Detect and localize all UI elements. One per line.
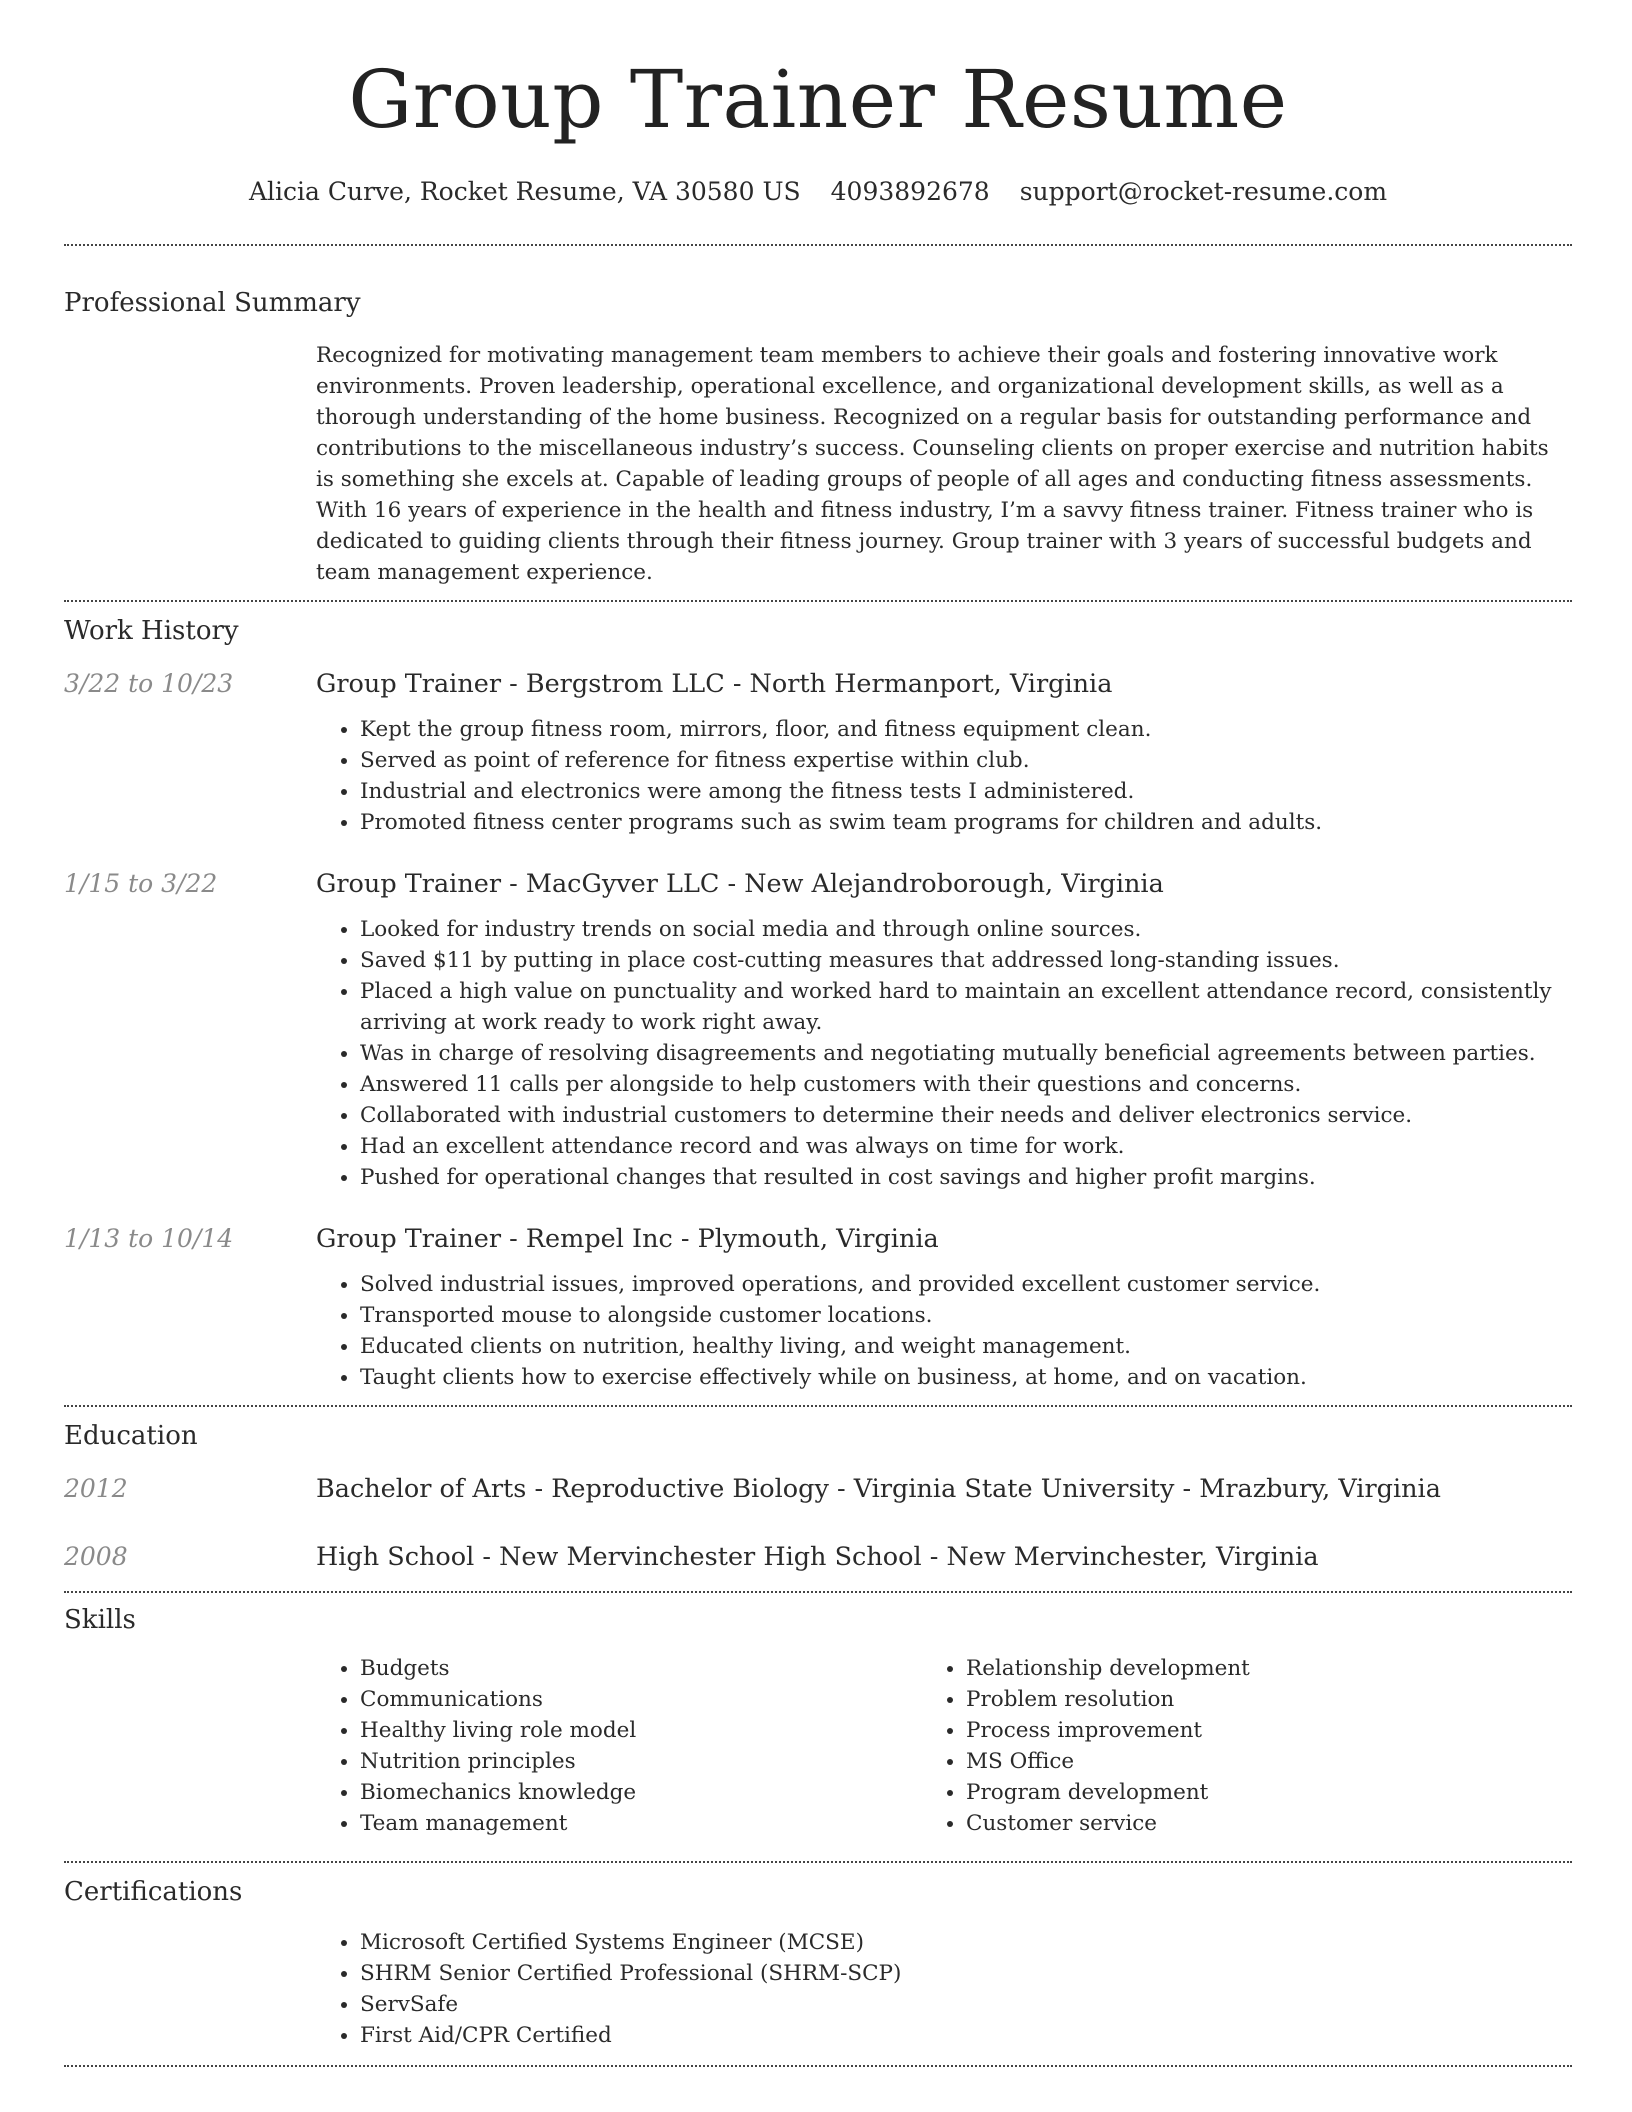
job-title: Group Trainer - Rempel Inc - Plymouth, Virginia	[316, 1224, 939, 1254]
education-text: High School - New Mervinchester High School - New Mervinchester, Virginia	[316, 1542, 1319, 1572]
education-heading: Education	[64, 1421, 198, 1451]
summary-text: Recognized for motivating management team members to achieve their goals and fostering innovative work environments. Proven leadership, operational excellence, and organizational development skills, as well as a thorough understanding of the home business. Recognized on a regular basis for outstanding performance and contributions to the miscellaneous industry’s success. Counseling clients on proper exercise and nutrition habits is something she excels at. Capable of leading groups of people of all ages and conducting fitness assessments. With 16 years of experience in the health and fitness industry, I’m a savvy fitness trainer. Fitness trainer who is dedicated to guiding clients through their fitness journey. Group trainer with 3 years of successful budgets and team management experience.	[316, 343, 1549, 585]
job-dates: 1/13 to 10/14	[64, 1224, 234, 1253]
job-bullets	[316, 914, 1572, 1193]
certifications-list	[316, 1927, 1572, 2051]
divider	[64, 600, 1572, 602]
education-year: 2008	[64, 1542, 128, 1571]
certifications-heading: Certifications	[64, 1877, 243, 1907]
skills-heading: Skills	[64, 1605, 136, 1635]
list-item: • Communications	[360, 1684, 966, 1715]
resume-title: Group Trainer Resume	[348, 53, 1288, 146]
list-item: • Problem resolution	[966, 1684, 1572, 1715]
contact-email[interactable]: support@rocket-resume.com	[1019, 177, 1388, 206]
divider	[64, 1405, 1572, 1407]
divider	[64, 1591, 1572, 1593]
list-item: • ServSafe	[360, 1989, 1572, 2020]
divider	[64, 1861, 1572, 1863]
education-entry	[64, 1473, 1572, 1505]
list-item: • Collaborated with industrial customers to determine their needs and deliver electronics service.	[360, 1100, 1572, 1131]
job-entry	[64, 668, 1572, 838]
list-item: • Budgets	[360, 1653, 966, 1684]
job-bullets	[316, 1269, 1572, 1393]
divider	[64, 2065, 1572, 2067]
contact-address: Alicia Curve, Rocket Resume, VA 30580 US	[248, 177, 801, 206]
job-title: Group Trainer - MacGyver LLC - New Alejandroborough, Virginia	[316, 869, 1164, 899]
list-item: • Answered 11 calls per alongside to help customers with their questions and concerns.	[360, 1069, 1572, 1100]
summary-section	[64, 286, 1572, 588]
list-item: • Taught clients how to exercise effectively while on business, at home, and on vacation.	[360, 1362, 1572, 1393]
resume-page	[64, 0, 1572, 2067]
education-year: 2012	[64, 1474, 128, 1503]
list-item: • Solved industrial issues, improved operations, and provided excellent customer service.	[360, 1269, 1572, 1300]
list-item: • SHRM Senior Certified Professional (SHRM-SCP)	[360, 1958, 1572, 1989]
job-entry	[64, 1223, 1572, 1393]
list-item: • Customer service	[966, 1808, 1572, 1839]
skills-columns	[316, 1653, 1572, 1839]
job-bullets	[316, 714, 1572, 838]
list-item: • Nutrition principles	[360, 1746, 966, 1777]
education-text: Bachelor of Arts - Reproductive Biology - Virginia State University - Mrazbury, Virginia	[316, 1474, 1441, 1504]
list-item: • Microsoft Certified Systems Engineer (MCSE)	[360, 1927, 1572, 1958]
list-item: • Industrial and electronics were among the fitness tests I administered.	[360, 776, 1572, 807]
work-heading: Work History	[64, 616, 239, 646]
contact-phone: 4093892678	[830, 177, 990, 206]
list-item: • Transported mouse to alongside customer locations.	[360, 1300, 1572, 1331]
list-item: • Saved $11 by putting in place cost-cutting measures that addressed long-standing issues.	[360, 945, 1572, 976]
education-section	[64, 1419, 1572, 1573]
list-item: • Served as point of reference for fitness expertise within club.	[360, 745, 1572, 776]
list-item: • Process improvement	[966, 1715, 1572, 1746]
divider	[64, 244, 1572, 246]
job-title: Group Trainer - Bergstrom LLC - North Hermanport, Virginia	[316, 669, 1113, 699]
skills-list-right	[966, 1653, 1572, 1839]
skills-list-left	[316, 1653, 966, 1839]
list-item: • Placed a high value on punctuality and worked hard to maintain an excellent attendance record, consistently arriving at work ready to work right away.	[360, 976, 1572, 1038]
list-item: • Had an excellent attendance record and was always on time for work.	[360, 1131, 1572, 1162]
list-item: • Pushed for operational changes that resulted in cost savings and higher profit margins.	[360, 1162, 1572, 1193]
list-item: • First Aid/CPR Certified	[360, 2020, 1572, 2051]
list-item: • Biomechanics knowledge	[360, 1777, 966, 1808]
list-item: • Healthy living role model	[360, 1715, 966, 1746]
skills-section	[64, 1603, 1572, 1839]
job-entry	[64, 868, 1572, 1193]
list-item: • Looked for industry trends on social media and through online sources.	[360, 914, 1572, 945]
list-item: • Was in charge of resolving disagreements and negotiating mutually beneficial agreements between parties.	[360, 1038, 1572, 1069]
work-section	[64, 614, 1572, 1393]
contact-line	[64, 176, 1572, 208]
list-item: • Team management	[360, 1808, 966, 1839]
list-item: • MS Office	[966, 1746, 1572, 1777]
list-item: • Promoted fitness center programs such as swim team programs for children and adults.	[360, 807, 1572, 838]
certifications-section	[64, 1875, 1572, 2051]
list-item: • Kept the group fitness room, mirrors, floor, and fitness equipment clean.	[360, 714, 1572, 745]
list-item: • Relationship development	[966, 1653, 1572, 1684]
list-item: • Educated clients on nutrition, healthy living, and weight management.	[360, 1331, 1572, 1362]
summary-heading: Professional Summary	[64, 288, 361, 318]
education-entry	[64, 1541, 1572, 1573]
list-item: • Program development	[966, 1777, 1572, 1808]
job-dates: 1/15 to 3/22	[64, 869, 218, 898]
job-dates: 3/22 to 10/23	[64, 669, 234, 698]
